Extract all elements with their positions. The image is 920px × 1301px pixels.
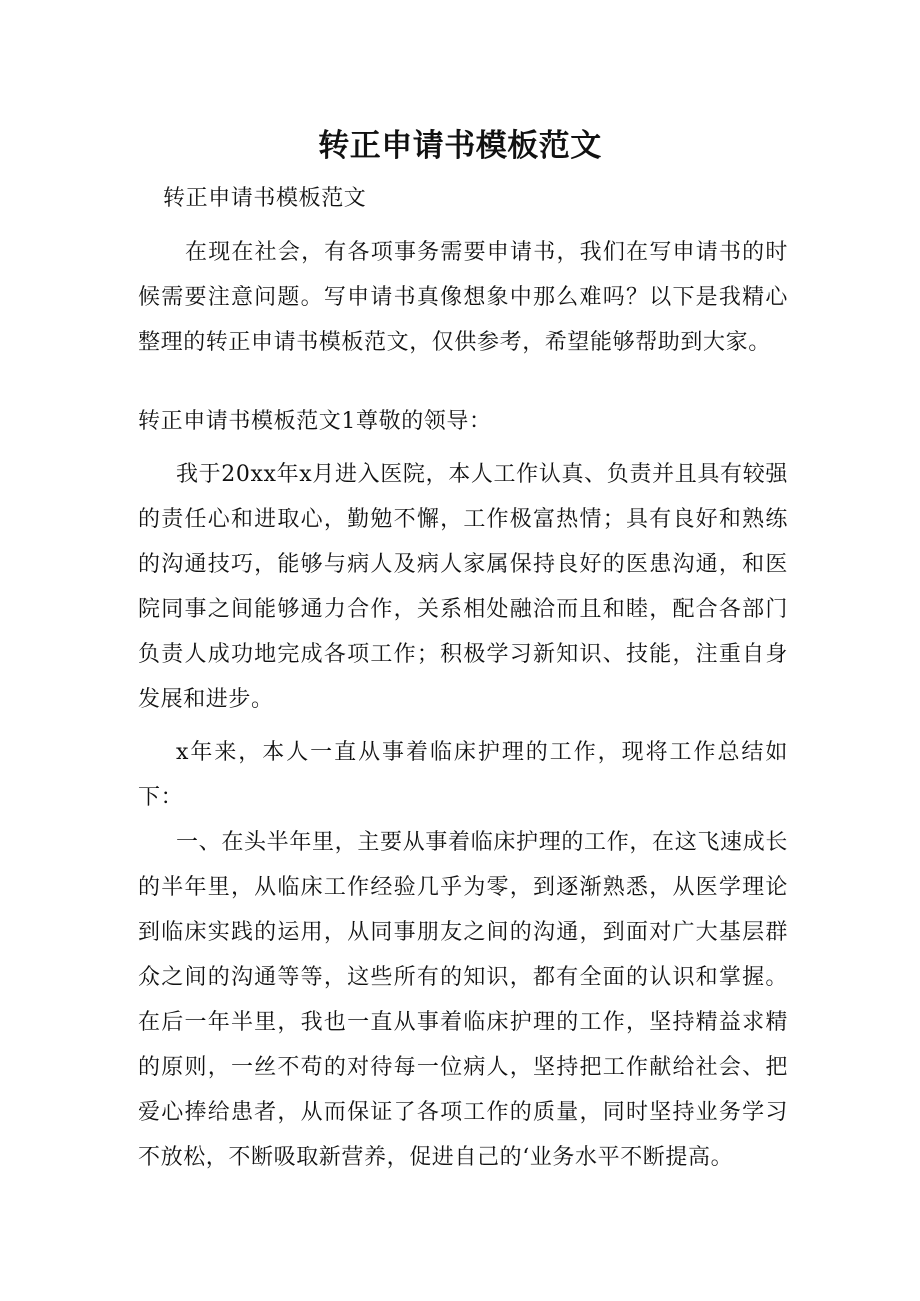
document-body xyxy=(138,181,788,1180)
document-title: 转正申请书模板范文 xyxy=(318,128,602,164)
document-subtitle: 转正申请书模板范文 xyxy=(163,186,367,211)
summary-item-paragraph: 一、在头半年里，主要从事着临床护理的工作，在这飞速成长的半年里，从临床工作经验几乎为零，到逐渐熟悉，从医学理论到临床实践的运用，从同事朋友之间的沟通，到面对广大基层群众之间的沟通等等，这些所有的知识，都有全面的认识和掌握。在后一年半里，我也一直从事着临床护理的工作，坚持精益求精的原则，一丝不苟的对待每一位病人，坚持把工作献给社会、把爱心捧给患者，从而保证了各项工作的质量，同时坚持业务学习不放松，不断吸取新营养，促进自己的‘业务水平不断提高。 xyxy=(138,830,788,1170)
sample-heading: 转正申请书模板范文1尊敬的领导： xyxy=(138,409,492,434)
body-paragraph: 我于20xx年x月进入医院，本人工作认真、负责并且具有较强的责任心和进取心，勤勉不懈，工作极富热情；具有良好和熟练的沟通技巧，能够与病人及病人家属保持良好的医患沟通，和医院同事之间能够通力合作，关系相处融洽而且和睦，配合各部门负责人成功地完成各项工作；积极学习新知识、技能，注重自身发展和进步。 xyxy=(138,462,788,712)
summary-intro-paragraph: x年来，本人一直从事着临床护理的工作，现将工作总结如下： xyxy=(138,740,788,810)
intro-paragraph: 在现在社会，有各项事务需要申请书，我们在写申请书的时候需要注意问题。写申请书真像想象中那么难吗？以下是我精心整理的转正申请书模板范文，仅供参考，希望能够帮助到大家。 xyxy=(138,240,788,355)
